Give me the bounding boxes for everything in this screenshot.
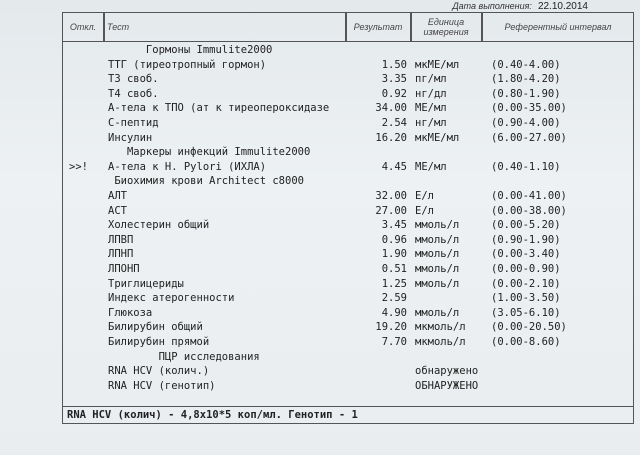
row-test-name: ЛПВП <box>108 233 134 246</box>
row-result: 32.00 <box>375 190 407 202</box>
row-reference-range: (0.00-35.00) <box>491 102 567 115</box>
row-result: 19.20 <box>375 321 407 334</box>
row-test-name: Билирубин общий <box>108 321 203 334</box>
row-test-name: RNA HCV (генотип) <box>108 379 216 392</box>
row-unit: мкмоль/л <box>415 321 466 334</box>
table-row <box>63 160 633 175</box>
row-unit: Е/л <box>415 190 434 202</box>
table-row <box>63 306 633 321</box>
row-result: 1.90 <box>381 248 407 261</box>
row-result: 27.00 <box>375 204 407 217</box>
row-test-name: Триглицериды <box>108 277 184 290</box>
row-result: 4.45 <box>381 160 407 173</box>
row-unit: ммоль/л <box>415 233 460 246</box>
row-reference-range: (0.00-2.10) <box>491 277 561 290</box>
row-test-name: Холестерин общий <box>108 219 210 232</box>
row-test-name: А-тела к H. Pylori (ИХЛА) <box>108 160 267 173</box>
row-test-name: Инсулин <box>108 131 153 144</box>
row-reference-range: (0.00-41.00) <box>491 190 567 202</box>
row-result: 0.51 <box>381 263 407 275</box>
row-test-name: АСТ <box>108 204 127 217</box>
row-result: 0.92 <box>381 87 407 100</box>
row-reference-range: (0.90-1.90) <box>491 233 561 246</box>
row-result: 2.59 <box>381 292 407 305</box>
row-reference-range: (0.80-1.90) <box>491 87 561 100</box>
row-reference-range: (0.40-4.00) <box>491 58 561 71</box>
table-row <box>63 320 633 335</box>
row-reference-range: (1.00-3.50) <box>491 292 561 305</box>
row-unit: мкМЕ/мл <box>415 58 460 71</box>
row-reference-range: (0.40-1.10) <box>491 160 561 173</box>
table-row <box>63 262 633 277</box>
row-test-name: Биохимия крови Architect c8000 <box>108 175 304 188</box>
row-unit: мкмоль/л <box>415 336 466 348</box>
row-reference-range: (0.00-38.00) <box>491 204 567 217</box>
row-unit: МЕ/мл <box>415 160 447 173</box>
row-test-name: ТТГ (тиреотропный гормон) <box>108 58 267 71</box>
row-test-name: Индекс атерогенности <box>108 292 235 305</box>
row-test-name: Маркеры инфекций Immulite2000 <box>108 146 311 159</box>
row-unit: пг/мл <box>415 73 447 86</box>
row-unit: Е/л <box>415 204 434 217</box>
row-reference-range: (0.90-4.00) <box>491 117 561 129</box>
table-row <box>63 43 633 58</box>
results-table <box>62 12 634 424</box>
row-test-name: С-пептид <box>108 117 159 129</box>
row-reference-range: (0.00-5.20) <box>491 219 561 232</box>
table-row <box>63 116 633 131</box>
row-unit: ммоль/л <box>415 306 460 319</box>
row-test-name: Билирубин прямой <box>108 336 210 348</box>
header-divider <box>410 13 412 41</box>
table-row <box>63 233 633 248</box>
row-result: 1.50 <box>381 58 407 71</box>
row-unit: ммоль/л <box>415 219 460 232</box>
table-row <box>63 189 633 204</box>
footer-note: RNA HCV (колич) - 4,8x10*5 коп/мл. Генотип - 1 <box>63 406 633 423</box>
table-row <box>63 335 633 350</box>
row-test-name: АЛТ <box>108 190 127 202</box>
row-unit: ммоль/л <box>415 248 460 261</box>
header-test: Тест <box>107 22 130 32</box>
row-unit: ммоль/л <box>415 277 460 290</box>
table-row <box>63 218 633 233</box>
row-test-name: Глюкоза <box>108 306 153 319</box>
row-test-name: А-тела к ТПО (ат к тиреопероксидазе <box>108 102 330 115</box>
table-row <box>63 58 633 73</box>
row-result: 34.00 <box>375 102 407 115</box>
header-divider <box>103 13 105 41</box>
table-row <box>63 364 633 379</box>
table-row <box>63 72 633 87</box>
row-result: 7.70 <box>381 336 407 348</box>
row-test-name: RNA HCV (колич.) <box>108 365 210 378</box>
row-unit: мкМЕ/мл <box>415 131 460 144</box>
table-row <box>63 350 633 365</box>
row-test-name: Т4 своб. <box>108 87 159 100</box>
table-row <box>63 174 633 189</box>
row-unit: обнаружено <box>415 365 479 378</box>
date-value: 22.10.2014 <box>537 1 588 12</box>
row-unit: нг/мл <box>415 117 447 129</box>
row-test-name: Т3 своб. <box>108 73 159 86</box>
row-test-name: ЛПНП <box>108 248 134 261</box>
table-row <box>63 204 633 219</box>
row-result: 3.45 <box>381 219 407 232</box>
row-result: 2.54 <box>381 117 407 129</box>
table-row <box>63 145 633 160</box>
table-row <box>63 291 633 306</box>
table-row <box>63 247 633 262</box>
row-result: 4.90 <box>381 306 407 319</box>
table-row <box>63 379 633 394</box>
row-flag: >>! <box>69 160 88 173</box>
table-header <box>63 13 633 42</box>
row-reference-range: (0.00-20.50) <box>491 321 567 334</box>
header-code: Откл. <box>69 22 97 32</box>
header-result: Результат <box>353 22 403 32</box>
table-row <box>63 131 633 146</box>
date-label: Дата выполнения: <box>452 1 532 11</box>
row-result: 0.96 <box>381 233 407 246</box>
row-test-name: ПЦР исследования <box>108 350 260 363</box>
row-unit: ммоль/л <box>415 263 460 275</box>
table-row <box>63 101 633 116</box>
row-reference-range: (0.00-0.90) <box>491 263 561 275</box>
table-row <box>63 277 633 292</box>
row-unit: нг/дл <box>415 87 447 100</box>
header-unit: Единица измерения <box>423 17 469 37</box>
row-unit: ОБНАРУЖЕНО <box>415 379 479 392</box>
row-reference-range: (0.00-3.40) <box>491 248 561 261</box>
row-reference-range: (1.80-4.20) <box>491 73 561 86</box>
row-reference-range: (6.00-27.00) <box>491 131 567 144</box>
row-test-name: Гормоны Immulite2000 <box>108 44 273 56</box>
row-reference-range: (3.05-6.10) <box>491 306 561 319</box>
table-row <box>63 87 633 102</box>
execution-date <box>452 1 588 12</box>
row-test-name: ЛПОНП <box>108 263 140 275</box>
row-reference-range: (0.00-8.60) <box>491 336 561 348</box>
row-unit: МЕ/мл <box>415 102 447 115</box>
row-result: 3.35 <box>381 73 407 86</box>
row-result: 16.20 <box>375 131 407 144</box>
row-result: 1.25 <box>381 277 407 290</box>
header-ref: Референтный интервал <box>504 22 612 32</box>
